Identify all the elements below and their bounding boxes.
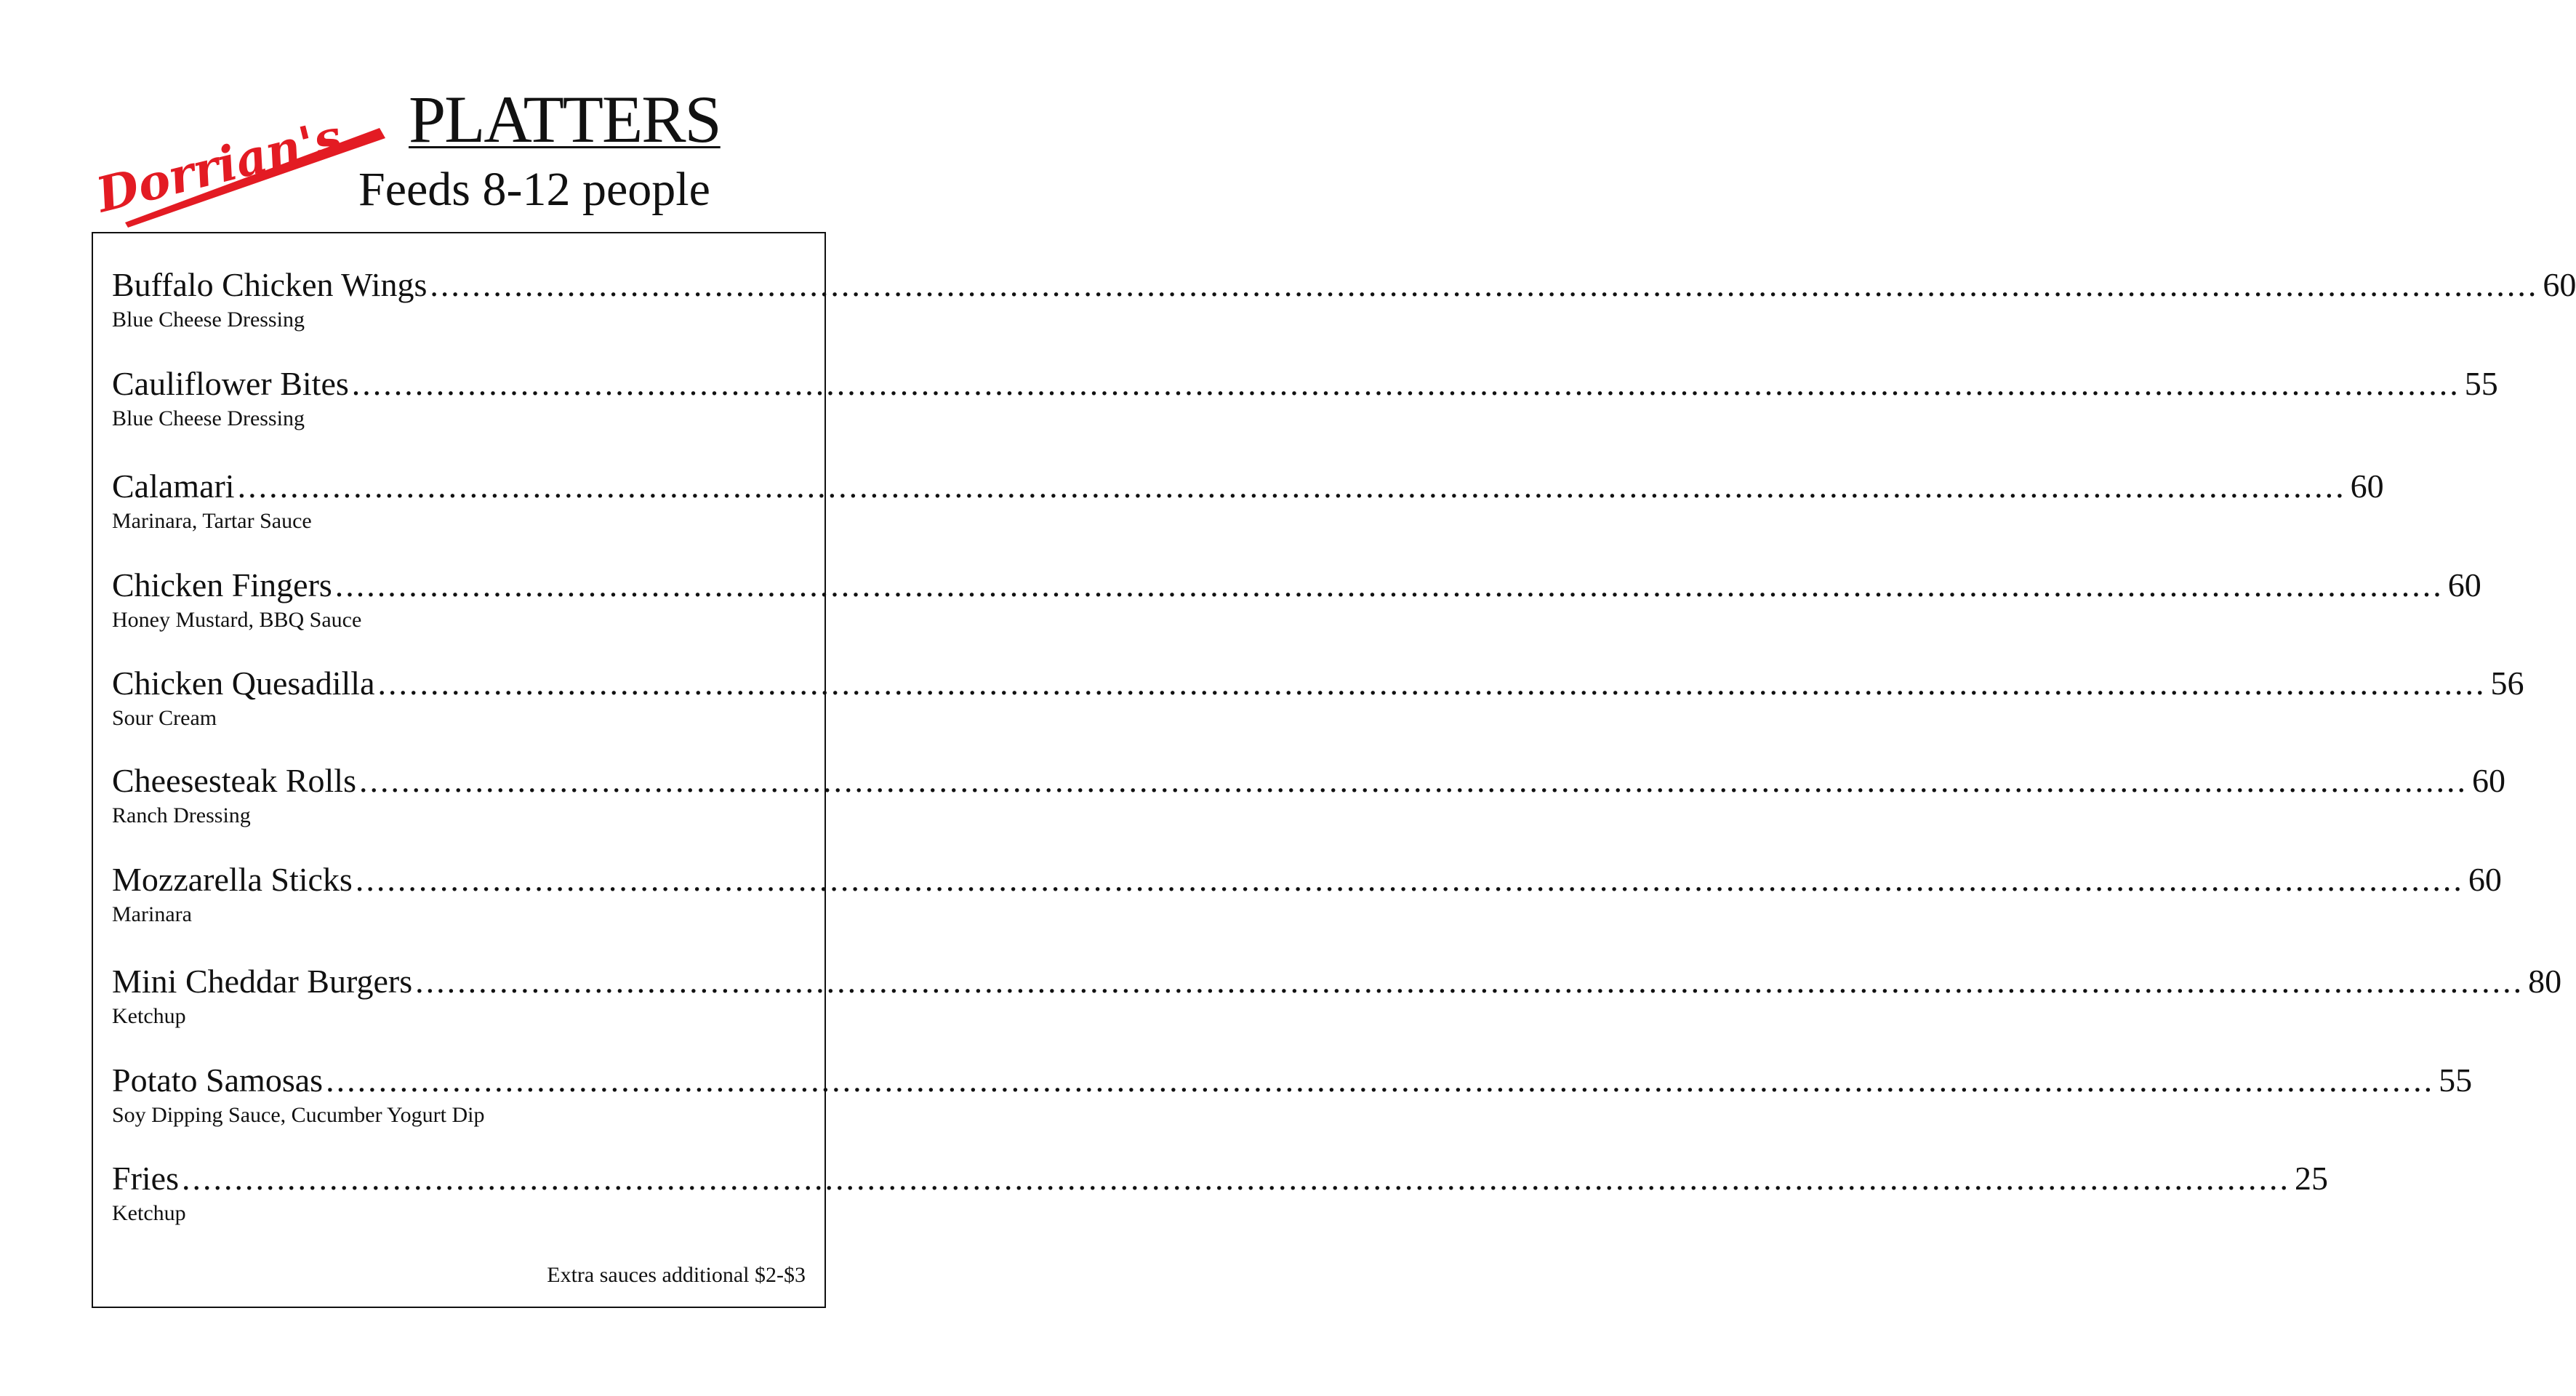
brand-logo (89, 93, 387, 228)
menu-item-leader: ........................................................................................................................................................................................................ (334, 566, 2444, 603)
menu-item-description: Ketchup (112, 1003, 186, 1028)
menu-item-leader: ........................................................................................................................................................................................................ (415, 963, 2524, 1000)
menu-item-line (112, 1160, 2328, 1198)
menu-item-price: 55 (2464, 365, 2498, 402)
menu-item-name: Cauliflower Bites (112, 365, 349, 402)
menu-item-leader: ........................................................................................................................................................................................................ (430, 266, 2539, 303)
menu-item-line (112, 861, 2502, 899)
menu-item-leader: ........................................................................................................................................................................................................ (326, 1062, 2435, 1099)
menu-item-line (112, 468, 2384, 505)
menu-item (112, 1160, 2328, 1227)
menu-item-leader: ........................................................................................................................................................................................................ (355, 861, 2464, 898)
menu-item-price: 60 (2350, 468, 2384, 505)
menu-item-name: Cheesesteak Rolls (112, 762, 356, 799)
menu-item-price: 60 (2472, 762, 2505, 799)
menu-item-line (112, 266, 2576, 304)
menu-item-description: Soy Dipping Sauce, Cucumber Yogurt Dip (112, 1102, 485, 1127)
menu-item-price: 60 (2468, 861, 2502, 898)
menu-item-price: 56 (2490, 665, 2524, 702)
menu-item-name: Mozzarella Sticks (112, 861, 353, 898)
menu-item-name: Mini Cheddar Burgers (112, 963, 413, 1000)
logo-text: Dorrian's (91, 108, 348, 224)
menu-item-leader: ........................................................................................................................................................................................................ (351, 365, 2460, 402)
logo-graphic (89, 93, 387, 228)
menu-item-price: 80 (2528, 963, 2562, 1000)
menu-box (92, 232, 2576, 1308)
menu-item-description: Marinara, Tartar Sauce (112, 508, 312, 533)
menu-item-name: Fries (112, 1160, 179, 1197)
menu-item (112, 861, 2502, 928)
menu-item (112, 665, 2524, 731)
menu-item-price: 60 (2543, 266, 2576, 303)
menu-item-line (112, 1062, 2473, 1099)
menu-item-description: Blue Cheese Dressing (112, 406, 305, 430)
page-subtitle: Feeds 8-12 people (358, 163, 710, 216)
menu-item (112, 468, 2384, 534)
menu-item-price: 55 (2439, 1062, 2473, 1099)
menu-item-description: Blue Cheese Dressing (112, 307, 305, 332)
page-title: PLATTERS (409, 82, 721, 156)
menu-item-description: Ranch Dressing (112, 803, 251, 827)
menu-item-description: Marinara (112, 902, 192, 926)
menu-item-line (112, 963, 2562, 1000)
menu-item (112, 266, 2576, 333)
menu-item-line (112, 566, 2481, 604)
menu-item (112, 566, 2481, 633)
menu-item-leader: ........................................................................................................................................................................................................ (359, 762, 2468, 799)
menu-item-line (112, 665, 2524, 702)
menu-item-name: Potato Samosas (112, 1062, 324, 1099)
menu-item-name: Chicken Fingers (112, 566, 332, 603)
menu-item-description: Sour Cream (112, 705, 217, 730)
menu-item (112, 1062, 2473, 1128)
menu-item-description: Ketchup (112, 1200, 186, 1225)
menu-item-description: Honey Mustard, BBQ Sauce (112, 607, 362, 632)
menu-item (112, 762, 2505, 829)
menu-item-line (112, 762, 2505, 800)
menu-item-leader: ........................................................................................................................................................................................................ (237, 468, 2346, 505)
menu-item-leader: ........................................................................................................................................................................................................ (377, 665, 2487, 702)
menu-item-name: Chicken Quesadilla (112, 665, 375, 702)
menu-item (112, 963, 2562, 1030)
menu-item-leader: ........................................................................................................................................................................................................ (182, 1160, 2290, 1197)
menu-item-line (112, 365, 2498, 403)
menu-item-name: Calamari (112, 468, 235, 505)
menu-footnote: Extra sauces additional $2-$3 (547, 1263, 806, 1287)
menu-item (112, 365, 2498, 432)
menu-item-name: Buffalo Chicken Wings (112, 266, 428, 303)
menu-item-price: 60 (2447, 566, 2481, 603)
menu-item-price: 25 (2295, 1160, 2328, 1197)
